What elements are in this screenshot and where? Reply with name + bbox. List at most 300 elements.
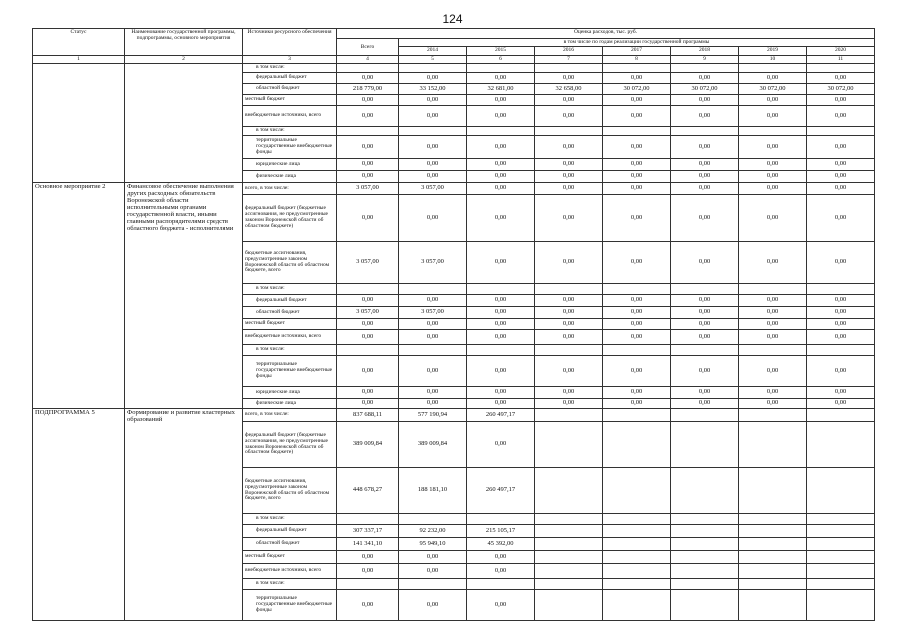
source-cell: территориальные государственные внебюджетные фонды: [243, 136, 337, 159]
year-value-cell: [603, 468, 671, 514]
year-value-cell: 0,00: [467, 551, 535, 564]
year-value-cell: 0,00: [739, 295, 807, 307]
header-year: 2019: [739, 47, 807, 56]
total-value-cell: 389 009,84: [337, 422, 399, 468]
year-value-cell: 0,00: [467, 159, 535, 171]
year-value-cell: [399, 64, 467, 73]
year-value-cell: 188 181,10: [399, 468, 467, 514]
year-value-cell: 0,00: [807, 319, 875, 330]
total-value-cell: 218 779,00: [337, 84, 399, 95]
year-value-cell: 0,00: [467, 590, 535, 621]
year-value-cell: 0,00: [399, 95, 467, 106]
header-year: 2014: [399, 47, 467, 56]
year-value-cell: 0,00: [535, 183, 603, 195]
year-value-cell: [603, 345, 671, 356]
header-estimate: Оценка расходов, тыс. руб.: [337, 29, 875, 39]
year-value-cell: 0,00: [739, 95, 807, 106]
year-value-cell: [671, 525, 739, 538]
source-cell: областной бюджет: [243, 84, 337, 95]
year-value-cell: 0,00: [671, 387, 739, 399]
year-value-cell: [603, 525, 671, 538]
year-value-cell: 0,00: [467, 307, 535, 319]
year-value-cell: [467, 345, 535, 356]
year-value-cell: 0,00: [739, 387, 807, 399]
year-value-cell: 0,00: [671, 136, 739, 159]
year-value-cell: 0,00: [399, 159, 467, 171]
year-value-cell: [739, 564, 807, 579]
year-value-cell: 215 105,17: [467, 525, 535, 538]
source-cell: в том числе:: [243, 345, 337, 356]
header-year: 2015: [467, 47, 535, 56]
year-value-cell: 0,00: [535, 295, 603, 307]
status-cell: [33, 64, 125, 183]
year-value-cell: 260 497,17: [467, 409, 535, 422]
year-value-cell: 30 072,00: [807, 84, 875, 95]
year-value-cell: 95 949,10: [399, 538, 467, 551]
year-value-cell: 0,00: [535, 307, 603, 319]
year-value-cell: 0,00: [467, 422, 535, 468]
year-value-cell: 0,00: [671, 159, 739, 171]
header-row: [33, 29, 875, 39]
column-number: 9: [671, 56, 739, 64]
year-value-cell: 0,00: [739, 195, 807, 242]
year-value-cell: [807, 127, 875, 136]
source-cell: местный бюджет: [243, 95, 337, 106]
total-value-cell: 0,00: [337, 73, 399, 84]
year-value-cell: 577 190,94: [399, 409, 467, 422]
year-value-cell: 0,00: [535, 195, 603, 242]
year-value-cell: [603, 64, 671, 73]
year-value-cell: 3 057,00: [399, 183, 467, 195]
year-value-cell: 0,00: [739, 136, 807, 159]
year-value-cell: 3 057,00: [399, 307, 467, 319]
source-cell: в том числе:: [243, 579, 337, 590]
year-value-cell: [535, 538, 603, 551]
year-value-cell: [603, 551, 671, 564]
year-value-cell: [603, 422, 671, 468]
year-value-cell: 92 232,00: [399, 525, 467, 538]
year-value-cell: 0,00: [399, 399, 467, 409]
year-value-cell: [807, 64, 875, 73]
source-cell: федеральный бюджет: [243, 295, 337, 307]
year-value-cell: 0,00: [807, 95, 875, 106]
year-value-cell: 32 681,00: [467, 84, 535, 95]
source-cell: областной бюджет: [243, 538, 337, 551]
year-value-cell: [603, 514, 671, 525]
year-value-cell: [807, 422, 875, 468]
year-value-cell: 0,00: [807, 73, 875, 84]
year-value-cell: [671, 538, 739, 551]
year-value-cell: [467, 284, 535, 295]
header-year: 2017: [603, 47, 671, 56]
year-value-cell: [671, 551, 739, 564]
total-value-cell: [337, 127, 399, 136]
year-value-cell: 0,00: [467, 564, 535, 579]
year-value-cell: [535, 564, 603, 579]
year-value-cell: [535, 64, 603, 73]
year-value-cell: 0,00: [603, 159, 671, 171]
year-value-cell: 0,00: [807, 399, 875, 409]
total-value-cell: 0,00: [337, 295, 399, 307]
year-value-cell: 0,00: [671, 399, 739, 409]
total-value-cell: 448 678,27: [337, 468, 399, 514]
table-row: [33, 409, 875, 422]
year-value-cell: 0,00: [467, 73, 535, 84]
year-value-cell: [535, 422, 603, 468]
year-value-cell: [739, 468, 807, 514]
year-value-cell: [467, 127, 535, 136]
total-value-cell: [337, 514, 399, 525]
year-value-cell: 0,00: [603, 387, 671, 399]
column-number-row: [33, 56, 875, 64]
year-value-cell: 0,00: [603, 136, 671, 159]
year-value-cell: 0,00: [807, 159, 875, 171]
year-value-cell: 0,00: [467, 295, 535, 307]
year-value-cell: [535, 590, 603, 621]
source-cell: в том числе:: [243, 64, 337, 73]
header-year: 2016: [535, 47, 603, 56]
year-value-cell: [671, 579, 739, 590]
column-number: 11: [807, 56, 875, 64]
year-value-cell: 0,00: [467, 330, 535, 345]
total-value-cell: 3 057,00: [337, 183, 399, 195]
year-value-cell: [739, 590, 807, 621]
year-value-cell: 0,00: [467, 195, 535, 242]
year-value-cell: 0,00: [467, 399, 535, 409]
year-value-cell: [671, 409, 739, 422]
source-cell: бюджетные ассигнования, предусмотренные законом Воронежской области об областном бюджете, всего: [243, 242, 337, 284]
source-cell: федеральный бюджет (бюджетные ассигнования, не предусмотренные законом Воронежской области об областном бюджете): [243, 195, 337, 242]
year-value-cell: [807, 579, 875, 590]
year-value-cell: 0,00: [671, 106, 739, 127]
source-cell: в том числе:: [243, 284, 337, 295]
year-value-cell: 0,00: [399, 551, 467, 564]
column-number: 6: [467, 56, 535, 64]
year-value-cell: 0,00: [603, 242, 671, 284]
year-value-cell: 0,00: [671, 319, 739, 330]
year-value-cell: 0,00: [807, 242, 875, 284]
year-value-cell: [807, 468, 875, 514]
year-value-cell: [739, 538, 807, 551]
source-cell: юридические лица: [243, 387, 337, 399]
year-value-cell: 0,00: [535, 399, 603, 409]
total-value-cell: 0,00: [337, 590, 399, 621]
source-cell: бюджетные ассигнования, предусмотренные законом Воронежской области об областном бюджете, всего: [243, 468, 337, 514]
year-value-cell: [671, 284, 739, 295]
year-value-cell: [739, 345, 807, 356]
year-value-cell: 0,00: [739, 399, 807, 409]
year-value-cell: [603, 564, 671, 579]
year-value-cell: [671, 422, 739, 468]
year-value-cell: [399, 127, 467, 136]
header-by-year: в том числе по годам реализации государственной программы: [399, 39, 875, 47]
source-cell: физические лица: [243, 171, 337, 183]
year-value-cell: [807, 514, 875, 525]
source-cell: внебюджетные источники, всего: [243, 106, 337, 127]
year-value-cell: [807, 345, 875, 356]
column-number: 5: [399, 56, 467, 64]
status-cell: ПОДПРОГРАММА 5: [33, 409, 125, 621]
year-value-cell: [807, 284, 875, 295]
year-value-cell: 0,00: [603, 195, 671, 242]
year-value-cell: 0,00: [807, 195, 875, 242]
year-value-cell: 0,00: [603, 319, 671, 330]
source-cell: федеральный бюджет: [243, 525, 337, 538]
year-value-cell: 0,00: [467, 95, 535, 106]
year-value-cell: 3 057,00: [399, 242, 467, 284]
year-value-cell: 0,00: [535, 171, 603, 183]
total-value-cell: 0,00: [337, 356, 399, 387]
year-value-cell: 0,00: [671, 330, 739, 345]
header-source: Источники ресурсного обеспечения: [243, 29, 337, 56]
year-value-cell: 0,00: [399, 387, 467, 399]
source-cell: федеральный бюджет (бюджетные ассигнования, не предусмотренные законом Воронежской области об областном бюджете): [243, 422, 337, 468]
total-value-cell: 0,00: [337, 387, 399, 399]
year-value-cell: 0,00: [807, 106, 875, 127]
total-value-cell: 0,00: [337, 551, 399, 564]
year-value-cell: [603, 590, 671, 621]
source-cell: местный бюджет: [243, 551, 337, 564]
year-value-cell: [399, 514, 467, 525]
year-value-cell: [535, 284, 603, 295]
name-cell: [125, 64, 243, 183]
year-value-cell: 0,00: [671, 183, 739, 195]
total-value-cell: 0,00: [337, 330, 399, 345]
source-cell: физические лица: [243, 399, 337, 409]
column-number: 1: [33, 56, 125, 64]
year-value-cell: 0,00: [535, 159, 603, 171]
year-value-cell: 0,00: [535, 242, 603, 284]
year-value-cell: [467, 64, 535, 73]
year-value-cell: [739, 514, 807, 525]
year-value-cell: 0,00: [739, 159, 807, 171]
table-row: [33, 64, 875, 73]
year-value-cell: [467, 514, 535, 525]
year-value-cell: 0,00: [807, 387, 875, 399]
year-value-cell: [807, 564, 875, 579]
year-value-cell: 0,00: [603, 330, 671, 345]
year-value-cell: [739, 284, 807, 295]
total-value-cell: 0,00: [337, 159, 399, 171]
year-value-cell: 0,00: [671, 95, 739, 106]
year-value-cell: 33 152,00: [399, 84, 467, 95]
year-value-cell: [603, 538, 671, 551]
year-value-cell: 0,00: [467, 171, 535, 183]
total-value-cell: [337, 64, 399, 73]
year-value-cell: [739, 551, 807, 564]
header-total: Всего: [337, 39, 399, 56]
year-value-cell: [739, 525, 807, 538]
year-value-cell: [807, 525, 875, 538]
year-value-cell: 30 072,00: [739, 84, 807, 95]
year-value-cell: [535, 127, 603, 136]
year-value-cell: [739, 422, 807, 468]
year-value-cell: [535, 468, 603, 514]
year-value-cell: 0,00: [671, 295, 739, 307]
year-value-cell: [739, 64, 807, 73]
year-value-cell: 0,00: [603, 73, 671, 84]
year-value-cell: 0,00: [467, 136, 535, 159]
year-value-cell: [807, 538, 875, 551]
total-value-cell: 0,00: [337, 95, 399, 106]
year-value-cell: 0,00: [603, 307, 671, 319]
source-cell: всего, в том числе:: [243, 409, 337, 422]
year-value-cell: [603, 127, 671, 136]
year-value-cell: 0,00: [671, 242, 739, 284]
year-value-cell: 0,00: [399, 73, 467, 84]
year-value-cell: 0,00: [467, 183, 535, 195]
year-value-cell: [671, 64, 739, 73]
year-value-cell: [399, 345, 467, 356]
year-value-cell: [535, 409, 603, 422]
year-value-cell: [399, 579, 467, 590]
year-value-cell: 0,00: [399, 171, 467, 183]
year-value-cell: [535, 514, 603, 525]
year-value-cell: 0,00: [739, 356, 807, 387]
year-value-cell: 0,00: [399, 106, 467, 127]
column-number: 3: [243, 56, 337, 64]
total-value-cell: [337, 284, 399, 295]
year-value-cell: 0,00: [603, 356, 671, 387]
page-number: 124: [442, 12, 463, 26]
year-value-cell: 0,00: [467, 387, 535, 399]
column-number: 10: [739, 56, 807, 64]
year-value-cell: 0,00: [671, 73, 739, 84]
total-value-cell: 0,00: [337, 564, 399, 579]
year-value-cell: [671, 514, 739, 525]
source-cell: внебюджетные источники, всего: [243, 330, 337, 345]
year-value-cell: 0,00: [807, 171, 875, 183]
header-name: Наименование государственной программы, подпрограммы, основного мероприятия: [125, 29, 243, 56]
year-value-cell: 45 392,00: [467, 538, 535, 551]
year-value-cell: 0,00: [739, 319, 807, 330]
year-value-cell: 0,00: [671, 195, 739, 242]
year-value-cell: 0,00: [535, 330, 603, 345]
year-value-cell: 0,00: [603, 171, 671, 183]
total-value-cell: 0,00: [337, 319, 399, 330]
table-row: [33, 183, 875, 195]
year-value-cell: 0,00: [603, 95, 671, 106]
year-value-cell: 0,00: [671, 171, 739, 183]
source-cell: федеральный бюджет: [243, 73, 337, 84]
year-value-cell: 0,00: [807, 307, 875, 319]
year-value-cell: 0,00: [807, 136, 875, 159]
year-value-cell: 0,00: [399, 319, 467, 330]
source-cell: юридические лица: [243, 159, 337, 171]
year-value-cell: 0,00: [535, 387, 603, 399]
year-value-cell: 0,00: [739, 330, 807, 345]
year-value-cell: [807, 409, 875, 422]
year-value-cell: [535, 551, 603, 564]
year-value-cell: [671, 127, 739, 136]
year-value-cell: 0,00: [671, 307, 739, 319]
year-value-cell: [671, 564, 739, 579]
total-value-cell: 0,00: [337, 195, 399, 242]
total-value-cell: 141 341,10: [337, 538, 399, 551]
year-value-cell: 0,00: [399, 330, 467, 345]
year-value-cell: [671, 468, 739, 514]
source-cell: территориальные государственные внебюджетные фонды: [243, 590, 337, 621]
year-value-cell: [603, 579, 671, 590]
year-value-cell: 0,00: [399, 295, 467, 307]
year-value-cell: [535, 345, 603, 356]
year-value-cell: 0,00: [399, 136, 467, 159]
year-value-cell: 0,00: [603, 295, 671, 307]
status-cell: Основное мероприятие 2: [33, 183, 125, 409]
total-value-cell: 0,00: [337, 171, 399, 183]
total-value-cell: [337, 345, 399, 356]
source-cell: местный бюджет: [243, 319, 337, 330]
year-value-cell: 260 497,17: [467, 468, 535, 514]
total-value-cell: 307 337,17: [337, 525, 399, 538]
year-value-cell: 0,00: [399, 590, 467, 621]
year-value-cell: 0,00: [739, 183, 807, 195]
year-value-cell: 0,00: [739, 106, 807, 127]
year-value-cell: [807, 590, 875, 621]
budget-table: [32, 28, 875, 621]
year-value-cell: [671, 345, 739, 356]
header-status: Статус: [33, 29, 125, 56]
year-value-cell: 0,00: [535, 106, 603, 127]
column-number: 2: [125, 56, 243, 64]
year-value-cell: 0,00: [535, 136, 603, 159]
year-value-cell: 0,00: [807, 183, 875, 195]
total-value-cell: 3 057,00: [337, 242, 399, 284]
year-value-cell: 0,00: [467, 242, 535, 284]
total-value-cell: 0,00: [337, 136, 399, 159]
year-value-cell: [535, 579, 603, 590]
source-cell: в том числе:: [243, 514, 337, 525]
year-value-cell: [603, 284, 671, 295]
year-value-cell: 0,00: [399, 195, 467, 242]
year-value-cell: 0,00: [603, 106, 671, 127]
year-value-cell: 30 072,00: [603, 84, 671, 95]
year-value-cell: 0,00: [671, 356, 739, 387]
column-number: 8: [603, 56, 671, 64]
header-year: 2018: [671, 47, 739, 56]
year-value-cell: 0,00: [807, 330, 875, 345]
year-value-cell: 0,00: [467, 319, 535, 330]
total-value-cell: [337, 579, 399, 590]
total-value-cell: 0,00: [337, 106, 399, 127]
total-value-cell: 3 057,00: [337, 307, 399, 319]
header-year: 2020: [807, 47, 875, 56]
year-value-cell: 0,00: [399, 356, 467, 387]
year-value-cell: 389 009,84: [399, 422, 467, 468]
year-value-cell: [671, 590, 739, 621]
year-value-cell: 0,00: [603, 183, 671, 195]
source-cell: всего, в том числе:: [243, 183, 337, 195]
total-value-cell: 0,00: [337, 399, 399, 409]
column-number: 4: [337, 56, 399, 64]
year-value-cell: 0,00: [535, 73, 603, 84]
source-cell: внебюджетные источники, всего: [243, 564, 337, 579]
year-value-cell: 0,00: [467, 106, 535, 127]
year-value-cell: [739, 409, 807, 422]
year-value-cell: [603, 409, 671, 422]
source-cell: территориальные государственные внебюджетные фонды: [243, 356, 337, 387]
year-value-cell: 30 072,00: [671, 84, 739, 95]
year-value-cell: 0,00: [807, 295, 875, 307]
year-value-cell: 0,00: [739, 171, 807, 183]
year-value-cell: [467, 579, 535, 590]
year-value-cell: 0,00: [399, 564, 467, 579]
year-value-cell: 0,00: [603, 399, 671, 409]
year-value-cell: 0,00: [807, 356, 875, 387]
year-value-cell: 0,00: [739, 242, 807, 284]
year-value-cell: 0,00: [739, 73, 807, 84]
year-value-cell: [535, 525, 603, 538]
